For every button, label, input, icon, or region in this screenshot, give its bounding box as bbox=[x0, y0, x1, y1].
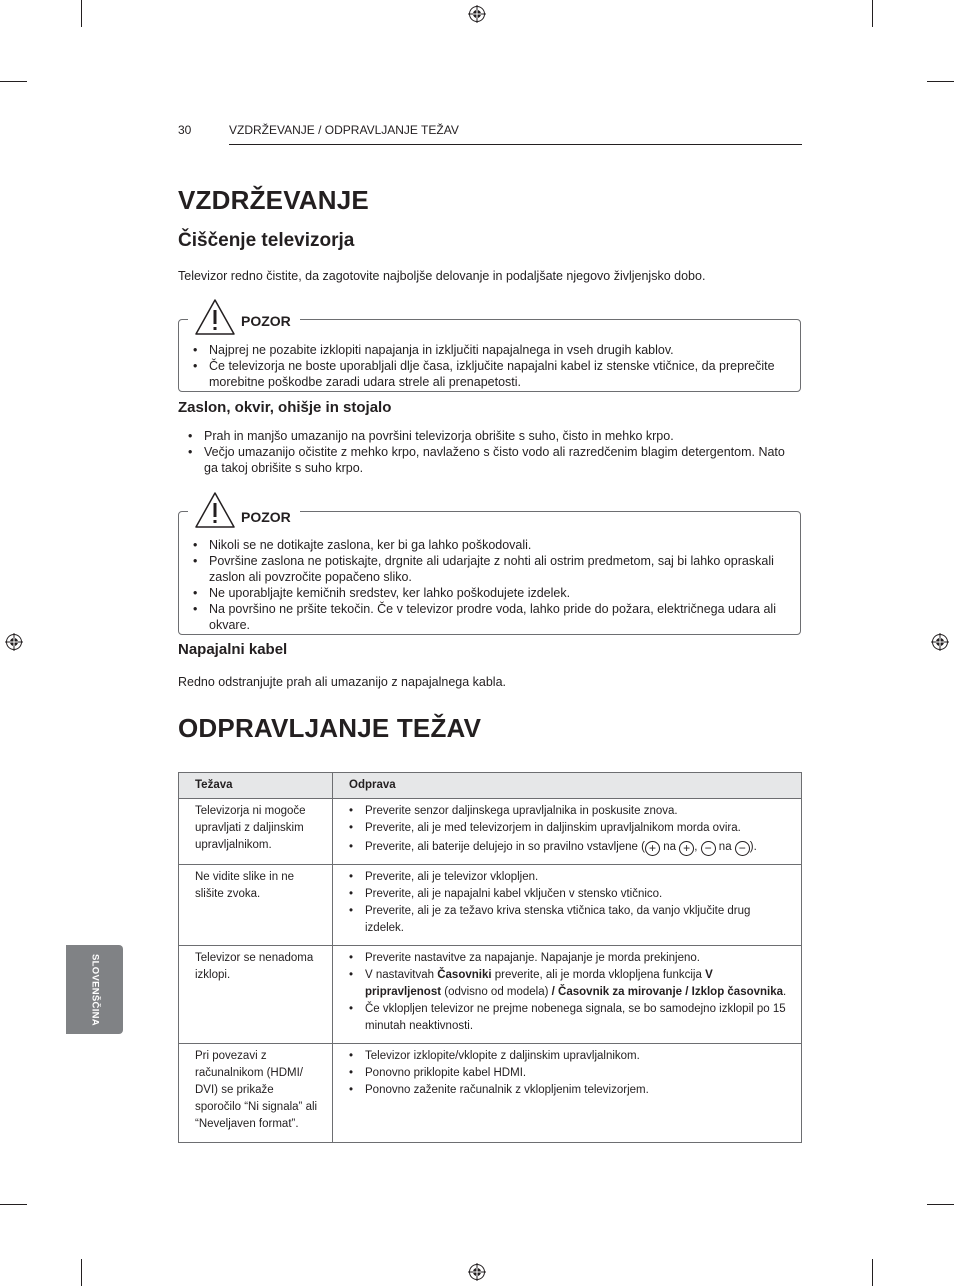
list-item: • Ponovno priklopite kabel HDMI. bbox=[349, 1065, 787, 1082]
running-head: VZDRŽEVANJE / ODPRAVLJANJE TEŽAV bbox=[229, 123, 459, 137]
list-item: • Preverite senzor daljinskega upravljalnika in poskusite znova. bbox=[349, 803, 787, 820]
language-tab bbox=[66, 945, 123, 1034]
header-rule bbox=[229, 144, 802, 145]
list-item: • Preverite, ali je televizor vklopljen. bbox=[349, 869, 787, 886]
crop-mark bbox=[81, 0, 82, 27]
caution-label: POZOR bbox=[241, 313, 291, 329]
registration-mark-icon bbox=[468, 5, 486, 23]
text: na bbox=[718, 841, 732, 853]
page-number: 30 bbox=[178, 123, 192, 137]
text: V nastavitvah bbox=[365, 969, 438, 981]
power-cable-text: Redno odstranjujte prah ali umazanijo z napajalnega kabla. bbox=[178, 675, 506, 689]
screen-care-list bbox=[188, 428, 798, 476]
list-item: • Preverite, ali je za težavo kriva stenska vtičnica tako, da vanjo vključite drug izdelek. bbox=[349, 903, 787, 937]
list-item: • Preverite, ali je med televizorjem in daljinskim upravljalnikom morda ovira. bbox=[349, 820, 787, 837]
caution-list bbox=[193, 537, 778, 633]
language-tab-label: SLOVENŠČINA bbox=[89, 953, 100, 1026]
text: , bbox=[694, 841, 698, 853]
crop-mark bbox=[927, 81, 954, 82]
list-item bbox=[349, 967, 787, 1001]
caution-list bbox=[193, 342, 778, 390]
list-item: • Nikoli se ne dotikajte zaslona, ker bi ga lahko poškodovali. bbox=[193, 537, 778, 553]
warning-icon bbox=[193, 298, 237, 336]
registration-mark-icon bbox=[5, 633, 23, 651]
cleaning-intro: Televizor redno čistite, da zagotovite najboljše delovanje in podaljšate njegovo življenjsko dobo. bbox=[178, 269, 706, 283]
list-item: • Prah in manjšo umazanijo na površini televizorja obrišite s suho, čisto in mehko krpo. bbox=[188, 428, 798, 444]
crop-mark bbox=[0, 81, 27, 82]
registration-mark-icon bbox=[931, 633, 949, 651]
solution-cell bbox=[333, 799, 802, 865]
problem-cell: Televizor se nenadoma izklopi. bbox=[179, 946, 333, 1044]
text: na bbox=[663, 841, 676, 853]
list-item: • Če vklopljen televizor ne prejme nobenega signala, se bo samodejno izklopil po 15 minutah neaktivnosti. bbox=[349, 1001, 787, 1035]
list-item: • Na površino ne pršite tekočin. Če v televizor prodre voda, lahko pride do požara, električnega udara ali okvare. bbox=[193, 601, 778, 633]
troubleshooting-table bbox=[178, 772, 802, 1143]
section-title-troubleshooting: ODPRAVLJANJE TEŽAV bbox=[178, 713, 482, 743]
table-row bbox=[179, 865, 802, 946]
crop-mark bbox=[872, 0, 873, 27]
menu-name: / Časovnik za mirovanje / Izklop časovnika bbox=[551, 986, 784, 998]
text: . bbox=[783, 986, 787, 998]
list-item: • Ponovno zaženite računalnik z vklopljenim televizorjem. bbox=[349, 1082, 787, 1099]
text: (odvisno od modela) bbox=[441, 986, 552, 998]
list-item: • Ne uporabljajte kemičnih sredstev, ker lahko poškodujete izdelek. bbox=[193, 585, 778, 601]
caution-label: POZOR bbox=[241, 509, 291, 525]
problem-cell: Pri povezavi z računalnikom (HDMI/ DVI) se prikaže sporočilo “Ni signala” ali “Neveljaven format”. bbox=[179, 1044, 333, 1143]
registration-mark-icon bbox=[468, 1263, 486, 1281]
list-item: • Preverite, ali je napajalni kabel vključen v stensko vtičnico. bbox=[349, 886, 787, 903]
list-item: • Če televizorja ne boste uporabljali dlje časa, izključite napajalni kabel iz stenske vtičnice, da preprečite morebitne poškodbe zaradi udara strele ali prenapetosti. bbox=[193, 358, 778, 390]
column-header-solution: Odprava bbox=[333, 773, 802, 799]
subsection-title-screen: Zaslon, okvir, ohišje in stojalo bbox=[178, 399, 392, 416]
list-item: • Televizor izklopite/vklopite z daljinskim upravljalnikom. bbox=[349, 1048, 787, 1065]
list-item: • Preverite nastavitve za napajanje. Napajanje je morda prekinjeno. bbox=[349, 950, 787, 967]
solution-cell bbox=[333, 1044, 802, 1143]
subsection-title-power: Napajalni kabel bbox=[178, 641, 288, 658]
menu-name: Časovniki bbox=[437, 969, 492, 981]
table-row bbox=[179, 1044, 802, 1143]
plus-icon: + bbox=[645, 841, 660, 856]
list-item: • Večjo umazanijo očistite z mehko krpo, navlaženo s čisto vodo ali razredčenim blagim detergentom. Nato ga takoj obrišite s suho krpo. bbox=[188, 444, 798, 476]
warning-icon bbox=[193, 491, 237, 529]
crop-mark bbox=[81, 1259, 82, 1286]
table-row bbox=[179, 799, 802, 865]
list-item bbox=[349, 839, 787, 856]
solution-cell bbox=[333, 865, 802, 946]
solution-cell bbox=[333, 946, 802, 1044]
text: preverite, ali je morda vklopljena funkcija bbox=[491, 969, 706, 981]
menu-name: V pripravljenost bbox=[365, 969, 713, 998]
table-row bbox=[179, 946, 802, 1044]
column-header-problem: Težava bbox=[179, 773, 333, 799]
minus-icon: − bbox=[701, 841, 716, 856]
plus-icon: + bbox=[679, 841, 694, 856]
crop-mark bbox=[0, 1204, 27, 1205]
problem-cell: Televizorja ni mogoče upravljati z daljinskim upravljalnikom. bbox=[179, 799, 333, 865]
minus-icon: − bbox=[735, 841, 750, 856]
section-title-maintenance: VZDRŽEVANJE bbox=[178, 185, 369, 215]
subsection-title-cleaning: Čiščenje televizorja bbox=[178, 230, 355, 251]
table-header-row bbox=[179, 773, 802, 799]
problem-cell: Ne vidite slike in ne slišite zvoka. bbox=[179, 865, 333, 946]
text: ). bbox=[749, 841, 757, 853]
list-item: • Najprej ne pozabite izklopiti napajanja in izključiti napajalnega in vseh drugih kablov. bbox=[193, 342, 778, 358]
crop-mark bbox=[872, 1259, 873, 1286]
text: Preverite, ali baterije delujejo in so pravilno vstavljene ( bbox=[365, 841, 645, 853]
crop-mark bbox=[927, 1204, 954, 1205]
list-item: • Površine zaslona ne potiskajte, drgnite ali udarjajte z nohti ali ostrim predmetom, saj bi lahko opraskali zaslon ali povzročite popačeno sliko. bbox=[193, 553, 778, 585]
